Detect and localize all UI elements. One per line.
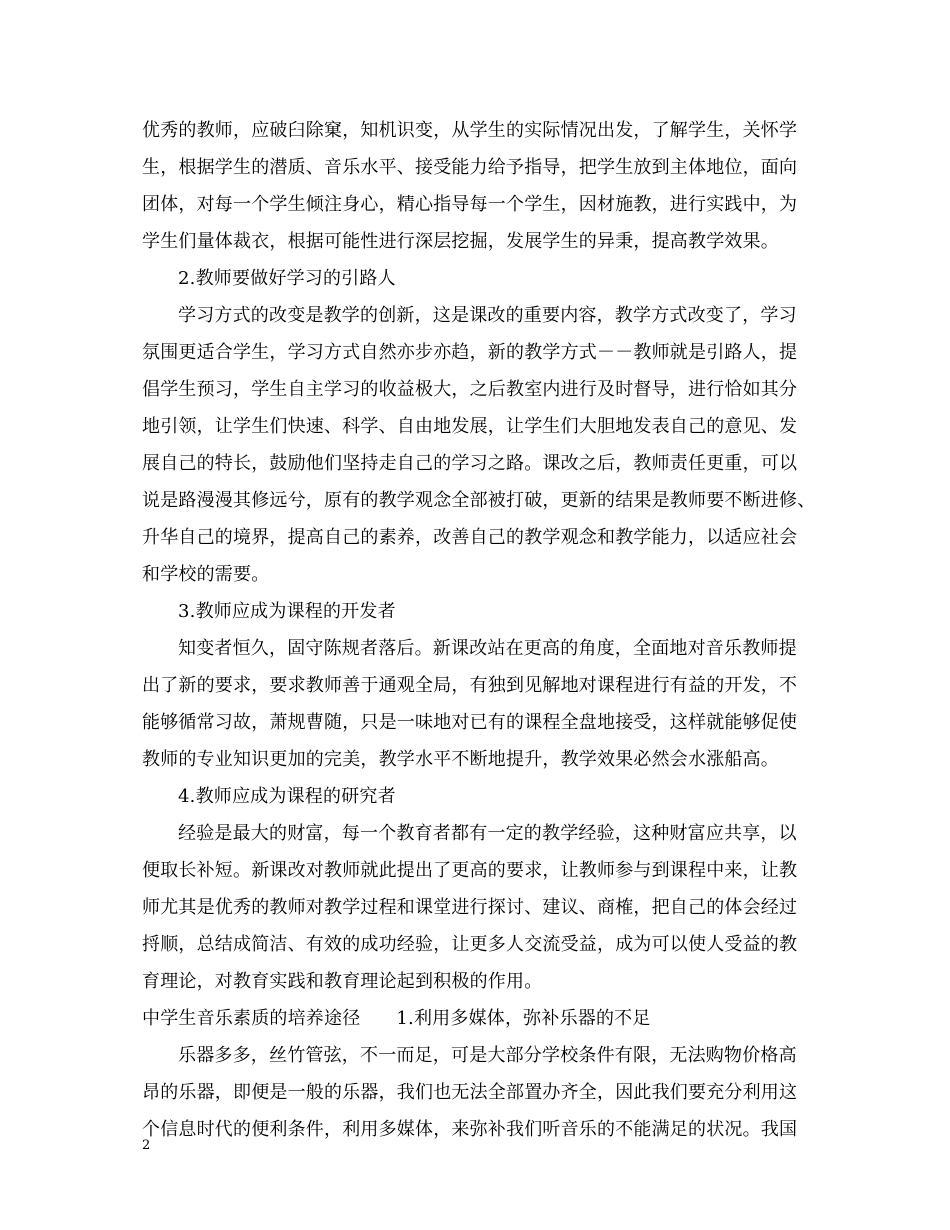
section-heading: [142, 1000, 822, 1037]
text-line: 捋顺，总结成简洁、有效的成功经验，让更多人交流受益，成为可以使人受益的教: [142, 934, 798, 955]
text-line: 教师的专业知识更加的完美，教学水平不断地提升，教学效果必然会水涨船高。: [142, 749, 779, 770]
page-number: 2: [142, 1138, 151, 1153]
text-line: 2.教师要做好学习的引路人: [178, 268, 396, 289]
text-line: 和学校的需要。: [142, 564, 270, 585]
text-line: 个信息时代的便利条件，利用多媒体，来弥补我们听音乐的不能满足的状况。我国: [142, 1119, 798, 1140]
text-line: 倡学生预习，学生自主学习的收益极大，之后教室内进行及时督导，进行恰如其分: [142, 379, 798, 400]
section-heading-title: 中学生音乐素质的培养途径: [142, 1008, 361, 1029]
text-line: 乐器多多，丝竹管弦，不一而足，可是大部分学校条件有限，无法购物价格高: [178, 1045, 797, 1066]
text-line: 昂的乐器，即便是一般的乐器，我们也无法全部置办齐全，因此我们要充分利用这: [142, 1082, 798, 1103]
text-line: 学生们量体裁衣，根据可能性进行深层挖掘，发展学生的异秉，提高教学效果。: [142, 231, 779, 252]
section-heading-subtitle: 1.利用多媒体，弥补乐器的不足: [396, 1008, 651, 1029]
text-line: 出了新的要求，要求教师善于通观全局，有独到见解地对课程进行有益的开发，不: [142, 675, 798, 696]
text-line: 升华自己的境界，提高自己的素养，改善自己的教学观念和教学能力，以适应社会: [142, 527, 798, 548]
text-line: 说是路漫漫其修远兮，原有的教学观念全部被打破，更新的结果是教师要不断进修、: [142, 490, 816, 511]
text-line: 育理论，对教育实践和教育理论起到积极的作用。: [142, 971, 543, 992]
text-line: 师尤其是优秀的教师对教学过程和课堂进行探讨、建议、商榷，把自己的体会经过: [142, 897, 798, 918]
text-line: 展自己的特长，鼓励他们坚持走自己的学习之路。课改之后，教师责任更重，可以: [142, 453, 798, 474]
paragraph-block: [142, 112, 822, 1000]
paragraph-block: [142, 1037, 822, 1148]
text-line: 便取长补短。新课改对教师就此提出了更高的要求，让教师参与到课程中来，让教: [142, 860, 798, 881]
document-body: [142, 112, 822, 1148]
text-line: 3.教师应成为课程的开发者: [178, 601, 396, 622]
text-line: 4.教师应成为课程的研究者: [178, 786, 396, 807]
text-line: 知变者恒久，固守陈规者落后。新课改站在更高的角度，全面地对音乐教师提: [178, 638, 797, 659]
text-line: 优秀的教师，应破臼除窠，知机识变，从学生的实际情况出发，了解学生，关怀学: [142, 120, 798, 141]
text-line: 经验是最大的财富，每一个教育者都有一定的教学经验，这种财富应共享，以: [178, 823, 797, 844]
text-line: 学习方式的改变是教学的创新，这是课改的重要内容，教学方式改变了，学习: [178, 305, 797, 326]
text-line: 能够循常习故，萧规曹随，只是一味地对已有的课程全盘地接受，这样就能够促使: [142, 712, 798, 733]
text-line: 团体，对每一个学生倾注身心，精心指导每一个学生，因材施教，进行实践中，为: [142, 194, 798, 215]
text-line: 氛围更适合学生，学习方式自然亦步亦趋，新的教学方式－－教师就是引路人，提: [142, 342, 798, 363]
text-line: 生，根据学生的潜质、音乐水平、接受能力给予指导，把学生放到主体地位，面向: [142, 157, 798, 178]
text-line: 地引领，让学生们快速、科学、自由地发展，让学生们大胆地发表自己的意见、发: [142, 416, 798, 437]
